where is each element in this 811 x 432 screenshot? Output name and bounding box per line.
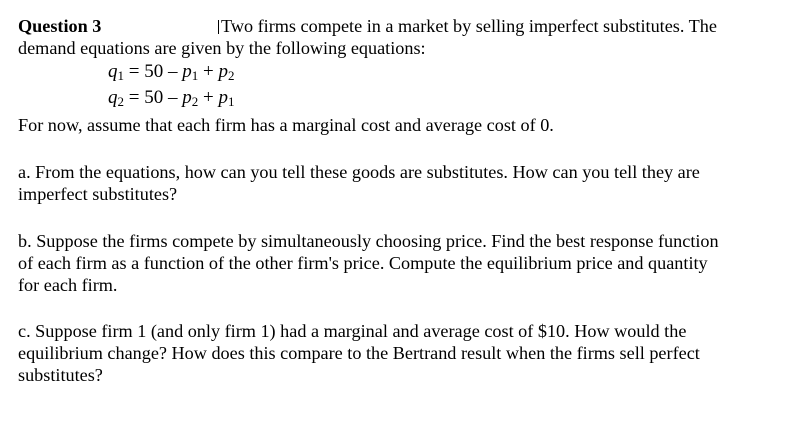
eq1-pa-sub: 1	[191, 68, 199, 83]
part-c-line-1: c. Suppose firm 1 (and only firm 1) had a marginal and average cost of $10. How would the	[18, 321, 687, 341]
part-b-line-2: of each firm as a function of the other firm's price. Compute the equilibrium price and quantity	[18, 253, 708, 273]
text-cursor-mark	[218, 20, 219, 34]
demand-equation-2	[108, 87, 234, 109]
part-b-line-1: b. Suppose the firms compete by simultaneously choosing price. Find the best response function	[18, 231, 719, 251]
eq2-lhs-var: q	[108, 87, 118, 108]
eq1-op1: = 50 –	[124, 61, 183, 82]
eq2-lhs-sub: 2	[117, 94, 124, 109]
question-title: Question 3	[18, 16, 102, 36]
question-intro-line-1	[218, 15, 717, 37]
part-c-line-2: equilibrium change? How does this compare to the Bertrand result when the firms sell perfect	[18, 343, 700, 363]
demand-equation-1	[108, 61, 234, 83]
eq2-pb-sub: 1	[227, 94, 235, 109]
eq2-pb: p	[218, 87, 228, 108]
part-b	[18, 230, 793, 296]
eq1-pb: p	[218, 61, 228, 82]
eq1-pa: p	[182, 61, 192, 82]
eq1-lhs-var: q	[108, 61, 118, 82]
part-b-line-3: for each firm.	[18, 275, 118, 295]
eq2-pa: p	[182, 87, 192, 108]
eq1-op2: +	[198, 61, 219, 82]
question-intro-line-2: demand equations are given by the following equations:	[18, 38, 426, 58]
eq2-op1: = 50 –	[124, 87, 183, 108]
part-a-line-2: imperfect substitutes?	[18, 184, 178, 204]
eq2-pa-sub: 2	[191, 94, 199, 109]
eq1-lhs-sub: 1	[117, 68, 124, 83]
part-a-line-1: a. From the equations, how can you tell these goods are substitutes. How can you tell they are	[18, 162, 700, 182]
part-a	[18, 161, 793, 205]
eq1-pb-sub: 2	[227, 68, 235, 83]
part-c-line-3: substitutes?	[18, 365, 103, 385]
part-c	[18, 320, 793, 386]
question-intro-line-1-text: Two firms compete in a market by selling imperfect substitutes. The	[221, 16, 717, 36]
cost-assumption: For now, assume that each firm has a marginal cost and average cost of 0.	[18, 115, 554, 135]
eq2-op2: +	[198, 87, 219, 108]
